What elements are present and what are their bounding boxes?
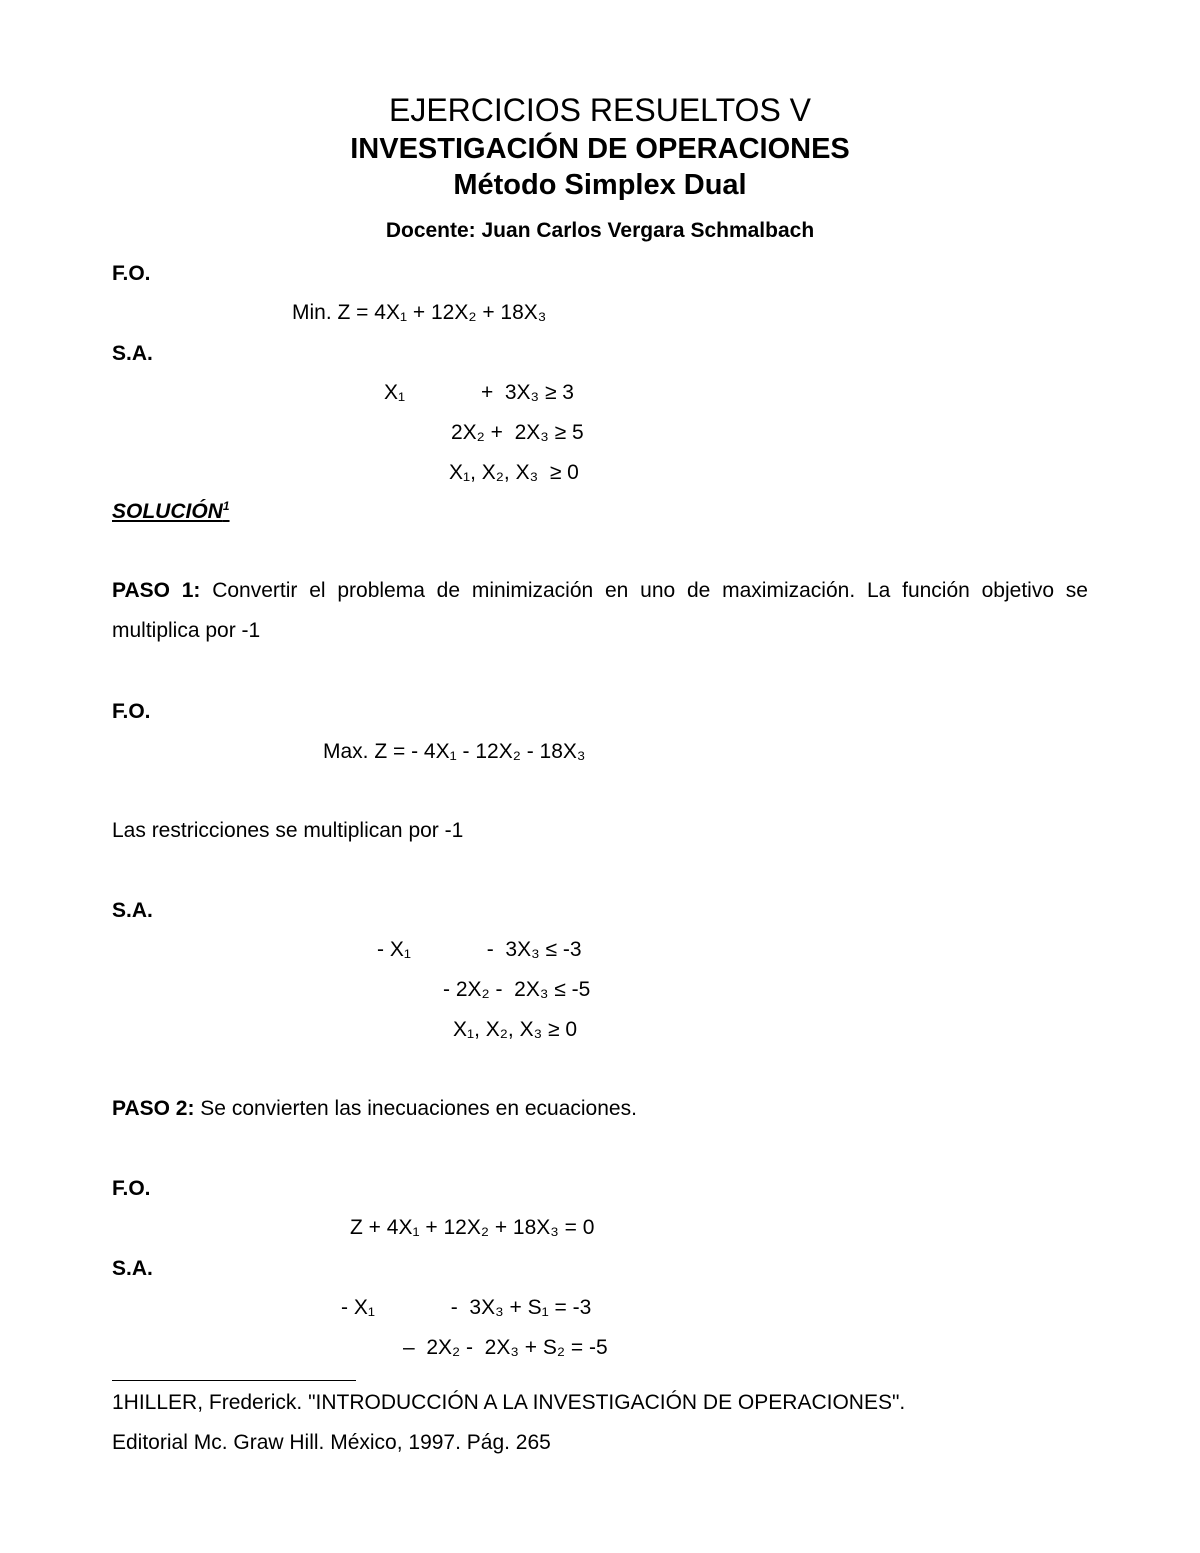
constraint-1: X₁ + 3X₃ ≥ 3: [384, 381, 574, 404]
fo-label: F.O.: [112, 262, 151, 285]
sa-label: S.A.: [112, 1257, 153, 1280]
nonnegativity-constraint: X₁, X₂, X₃ ≥ 0: [449, 461, 579, 484]
fo-label: F.O.: [112, 1177, 151, 1200]
document-title: EJERCICIOS RESUELTOS V: [388, 92, 812, 128]
objective-function-max: Max. Z = - 4X₁ - 12X₂ - 18X₃: [323, 740, 586, 763]
step-1-paragraph: [112, 571, 1088, 651]
teacher-line: Docente: Juan Carlos Vergara Schmalbach: [385, 219, 815, 242]
step-2-paragraph: [112, 1097, 637, 1121]
constraint-2: 2X₂ + 2X₃ ≥ 5: [451, 421, 584, 444]
footnote-line-1: 1HILLER, Frederick. "INTRODUCCIÓN A LA INVESTIGACIÓN DE OPERACIONES".: [112, 1391, 906, 1414]
footnote-marker: 1: [222, 499, 230, 513]
equation-2: – 2X₂ - 2X₃ + S₂ = -5: [403, 1336, 608, 1359]
restrictions-note: Las restricciones se multiplican por -1: [112, 819, 464, 842]
step-1-label: PASO 1:: [112, 579, 201, 602]
solution-heading: SOLUCIÓN$^1$: [112, 499, 230, 523]
sa-label: S.A.: [112, 899, 153, 922]
footnote-separator: [112, 1380, 356, 1381]
step-1-text: Convertir el problema de minimización en uno de maximización. La función objetivo se multiplica por -1: [112, 579, 1088, 642]
sa-label: S.A.: [112, 342, 153, 365]
constraint-1: - X₁ - 3X₃ ≤ -3: [377, 938, 582, 961]
footnote-line-2: Editorial Mc. Graw Hill. México, 1997. Pág. 265: [112, 1431, 551, 1454]
step-2-text: Se convierten las inecuaciones en ecuaciones.: [194, 1097, 637, 1120]
constraint-2: - 2X₂ - 2X₃ ≤ -5: [443, 978, 591, 1001]
nonnegativity-constraint: X₁, X₂, X₃ ≥ 0: [453, 1018, 578, 1041]
method-title: Método Simplex Dual: [453, 169, 747, 201]
objective-function: Min. Z = 4X₁ + 12X₂ + 18X₃: [292, 301, 547, 324]
step-2-label: PASO 2:: [112, 1097, 195, 1120]
objective-equation: Z + 4X₁ + 12X₂ + 18X₃ = 0: [350, 1216, 595, 1239]
equation-1: - X₁ - 3X₃ + S₁ = -3: [341, 1296, 592, 1319]
fo-label: F.O.: [112, 700, 151, 723]
document-subtitle: INVESTIGACIÓN DE OPERACIONES: [350, 133, 850, 165]
